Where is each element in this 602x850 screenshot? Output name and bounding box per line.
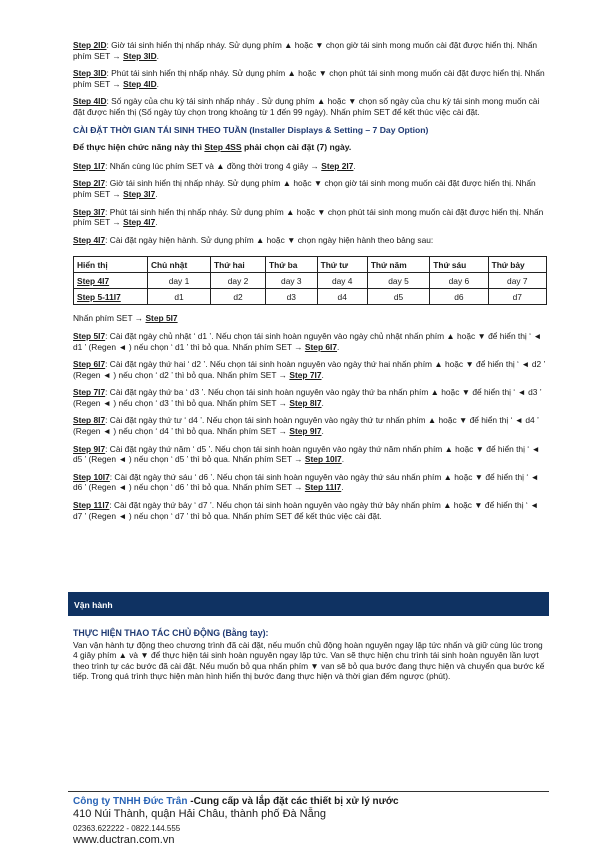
footer [73, 795, 553, 847]
table-cell: Step 4I7 [74, 273, 148, 289]
step-2i7: Step 2I7: Giờ tái sinh hiển thị nhấp nháy. Sử dụng phím ▲ hoặc ▼ chọn giờ tái sinh mong muốn cài đặt được hiển thị. Nhấn phím SET → Step 3I7. [73, 178, 536, 199]
table-cell: d5 [367, 289, 429, 305]
company-tagline: -Cung cấp và lắp đặt các thiết bị xử lý nước [187, 796, 399, 807]
step-4id: Step 4ID: Số ngày của chu kỳ tái sinh nhấp nháy . Sử dụng phím ▲ hoặc ▼ chọn số ngày của chu kỳ tái sinh mong muốn cài đặt được hiển thị (Số ngày tùy chọn trong khoảng từ 1 đến 99 ngày). Nhấn phím SET để kết thúc việc cài đặt. [73, 96, 540, 117]
step-8i7: Step 8I7: Cài đặt ngày thứ tư ‘ d4 ’. Nếu chọn tái sinh hoàn nguyên vào ngày thứ tư nhấn phím ▲ hoặc ▼ để hiển thị ‘ ◄ d4 ’ (Regen ◄ ) nếu chọn ‘ d4 ’ thì bỏ qua. Nhấn phím SET → Step 9I7. [73, 415, 539, 437]
table-cell: d2 [211, 289, 266, 305]
table-header: Thứ năm [367, 257, 429, 273]
table-header: Thứ bảy [488, 257, 546, 273]
section-bar-title: Vận hành [74, 600, 113, 610]
table-header-row [74, 257, 547, 273]
step-2id: Step 2ID: Giờ tái sinh hiển thị nhấp nháy. Sử dụng phím ▲ hoặc ▼ chọn giờ tái sinh mong muốn cài đặt được hiển thị. Nhấn phím SET → Step 3ID. [73, 40, 538, 61]
table-cell: d3 [266, 289, 318, 305]
intro-line: Để thực hiện chức năng này thì Step 4SS phải chọn cài đặt (7) ngày. [73, 142, 352, 153]
table-header: Thứ ba [266, 257, 318, 273]
table-row [74, 289, 547, 305]
step-4i7: Step 4I7: Cài đặt ngày hiện hành. Sử dụng phím ▲ hoặc ▼ chọn ngày hiện hành theo bảng sau: [73, 234, 434, 245]
after-table-line: Nhấn phím SET → Step 5I7 [73, 313, 178, 324]
footer-company-line [73, 795, 553, 808]
table-cell: d1 [147, 289, 210, 305]
step-5i7: Step 5I7: Cài đặt ngày chủ nhật ‘ d1 ’. Nếu chọn tái sinh hoàn nguyên vào ngày chủ nhật nhấn phím ▲ hoặc ▼ để hiển thị ‘ ◄ d1 ’ (Regen ◄ ) nếu chọn ‘ d1 ’ thì bỏ qua. Nhấn phím SET → Step 6I7. [73, 330, 542, 352]
footer-divider [68, 791, 549, 792]
step-7i7: Step 7I7: Cài đặt ngày thứ ba ‘ d3 ’. Nếu chọn tái sinh hoàn nguyên vào ngày thứ ba nhấn phím ▲ hoặc ▼ để hiển thị ‘ ◄ d3 ’ (Regen ◄ ) nếu chọn ‘ d3 ’ thì bỏ qua. Nhấn phím SET → Step 8I7. [73, 387, 542, 408]
table-cell: day 1 [147, 273, 210, 289]
operation-title: THỰC HIỆN THAO TÁC CHỦ ĐỘNG (Bằng tay): [73, 628, 269, 638]
section-bar [68, 592, 549, 616]
table-header: Thứ hai [211, 257, 266, 273]
step-1i7: Step 1I7: Nhấn cùng lúc phím SET và ▲ đồng thời trong 4 giây → Step 2I7. [73, 160, 356, 171]
table-header: Thứ sáu [430, 257, 488, 273]
step-6i7: Step 6I7: Cài đặt ngày thứ hai ‘ d2 ’. Nếu chọn tái sinh hoàn nguyên vào ngày thứ hai nhấn phím ▲ hoặc ▼ để hiển thị ‘ ◄ d2 ’ (Regen ◄ ) nếu chọn ‘ d2 ’ thì bỏ qua. Nhấn phím SET → Step 7I7. [73, 359, 546, 380]
table-cell: day 2 [211, 273, 266, 289]
table-cell: day 6 [430, 273, 488, 289]
step-9i7: Step 9I7: Cài đặt ngày thứ năm ‘ d5 ’. Nếu chọn tái sinh hoàn nguyên vào ngày thứ năm nhấn phím ▲ hoặc ▼ để hiển thị ‘ ◄ d5 ’ (Regen ◄ ) nếu chọn ‘ d5 ’ thì bỏ qua. Nhấn phím SET → Step 10I7. [73, 443, 540, 465]
day-table [73, 256, 547, 305]
operation-section [73, 628, 549, 682]
company-name: Công ty TNHH Đức Trân [73, 796, 188, 807]
section-title-weekly: CÀI ĐẶT THỜI GIAN TÁI SINH THEO TUẦN (Installer Displays & Setting – 7 Day Option) [73, 124, 429, 135]
table-cell: day 5 [367, 273, 429, 289]
table-cell: day 4 [317, 273, 367, 289]
step-3id: Step 3ID: Phút tái sinh hiển thị nhấp nháy. Sử dụng phím ▲ hoặc ▼ chọn phút tái sinh mong muốn cài đặt được hiển thị. Nhấn phím SET → Step 4ID. [73, 68, 545, 89]
table-row [74, 273, 547, 289]
steps-top [73, 40, 549, 118]
step-3i7: Step 3I7: Phút tái sinh hiển thị nhấp nháy. Sử dụng phím ▲ hoặc ▼ chọn phút tái sinh mong muốn cài đặt được hiển thị. Nhấn phím SET → Step 4I7. [73, 206, 544, 228]
table-cell: d7 [488, 289, 546, 305]
footer-website: www.ductran.com.vn [73, 834, 175, 846]
table-header: Hiển thị [74, 257, 148, 273]
footer-address: 410 Núi Thành, quận Hải Châu, thành phố Đà Nẵng [73, 808, 326, 820]
table-cell: day 7 [488, 273, 546, 289]
table-cell: d4 [317, 289, 367, 305]
document-body [73, 40, 549, 528]
table-header: Chủ nhật [147, 257, 210, 273]
operation-body: Van vận hành tự động theo chương trình đã cài đặt, nếu muốn chủ động hoàn nguyên ngay lập tức nhấn và giữ cùng lúc trong 4 giây phím ▲ và ▼ để thực hiện tái sinh hoàn nguyên ngay lập tức. Van sẽ thực hiện chu trình tái sinh hoàn nguyên lần lượt theo trình tự các bước đã cài đặt. Nếu muốn bỏ qua nhấn phím ▼ van sẽ bỏ qua bước đang thực hiện và chuyển qua bước kế tiếp. Trong quá trình thực hiện màn hình hiển thị bước đang thực hiện và thời gian đếm ngược (phút). [73, 639, 545, 682]
table-cell: d6 [430, 289, 488, 305]
steps-day [73, 331, 549, 521]
steps-mid [73, 161, 549, 246]
footer-phone: 02363.622222 - 0822.144.555 [73, 824, 181, 833]
step-10i7: Step 10I7: Cài đặt ngày thứ sáu ‘ d6 ’. Nếu chọn tái sinh hoàn nguyên vào ngày thứ sáu nhấn phím ▲ hoặc ▼ để hiển thị ‘ ◄ d6 ’ (Regen ◄ ) nếu chọn ‘ d6 ’ thì bỏ qua. Nhấn phím SET → Step 11I7. [73, 471, 539, 493]
step-11i7: Step 11I7: Cài đặt ngày thứ bảy ‘ d7 ’. Nếu chọn tái sinh hoàn nguyên vào ngày thứ bảy nhấn phím ▲ hoặc ▼ để hiển thị ‘ ◄ d7 ’ (Regen ◄ ) nếu chọn ‘ d7 ’ thì bỏ qua. Nhấn phím SET để kết thúc việc cài đặt. [73, 500, 539, 521]
table-cell: Step 5-11I7 [74, 289, 148, 305]
table-cell: day 3 [266, 273, 318, 289]
table-header: Thứ tư [317, 257, 367, 273]
